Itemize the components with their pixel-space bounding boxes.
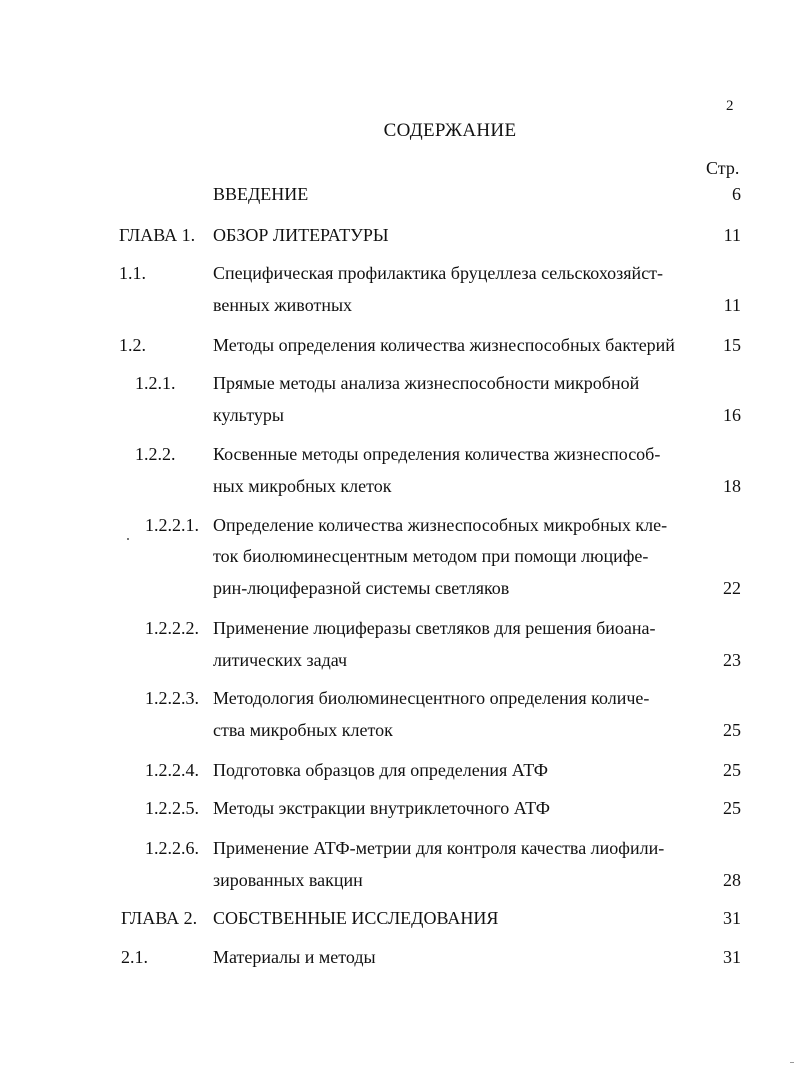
toc-entry-page: 11 (723, 295, 741, 315)
toc-entry-page: 25 (723, 798, 741, 818)
toc-entry-page: 22 (723, 578, 741, 598)
toc-entry-title-line: ток биолюминесцентным методом при помощи люцифе- (213, 546, 649, 566)
toc-entry-number: 1.2.2.3. (145, 688, 199, 708)
toc-entry-number: 1.2. (119, 335, 146, 355)
toc-entry-title-line: ства микробных клеток (213, 720, 393, 740)
toc-entry-number: 1.2.1. (135, 373, 176, 393)
toc-entry-number: 2.1. (121, 947, 148, 967)
toc-entry-number: 1.2.2.1. (145, 515, 199, 535)
page-title: СОДЕРЖАНИЕ (383, 120, 517, 141)
toc-entry-number: ГЛАВА 1. (119, 225, 196, 245)
toc-entry-title: Методы определения количества жизнеспособных бактерий (213, 335, 675, 355)
toc-entry-title-line: Определение количества жизнеспособных микробных кле- (213, 515, 668, 535)
page-column-label: Стр. (706, 158, 740, 178)
toc-entry-page: 15 (723, 335, 741, 355)
toc-entry-title: Подготовка образцов для определения АТФ (213, 760, 549, 780)
toc-entry-title-line: зированных вакцин (213, 870, 363, 890)
toc-entry-number: 1.1. (119, 263, 146, 283)
toc-entry-title-line: Специфическая профилактика бруцеллеза сельскохозяйст- (213, 263, 664, 283)
toc-entry-title-line: литических задач (213, 650, 348, 670)
scan-corner-mark (790, 1062, 794, 1063)
toc-entry-title-line: Применение люциферазы светляков для решения биоана- (213, 618, 656, 638)
toc-entry-page: 23 (723, 650, 741, 670)
toc-entry-title: Материалы и методы (213, 947, 376, 967)
page-number: 2 (726, 98, 734, 114)
toc-entry-number: 1.2.2.5. (145, 798, 199, 818)
toc-entry-page: 28 (723, 870, 741, 890)
toc-entry-page: 18 (723, 476, 741, 496)
toc-entry-page: 6 (732, 184, 741, 204)
toc-entry-title: СОБСТВЕННЫЕ ИССЛЕДОВАНИЯ (213, 908, 499, 928)
toc-entry-page: 25 (723, 720, 741, 740)
toc-entry-title: ВВЕДЕНИЕ (213, 184, 309, 204)
toc-entry-number: 1.2.2.6. (145, 838, 199, 858)
toc-entry-page: 31 (723, 947, 741, 967)
toc-entry-number: ГЛАВА 2. (121, 908, 198, 928)
toc-entry-number: 1.2.2.2. (145, 618, 199, 638)
toc-entry-title-line: рин-люциферазной системы светляков (213, 578, 510, 598)
toc-entry-page: 11 (723, 225, 741, 245)
toc-entry-number: 1.2.2.4. (145, 760, 199, 780)
scan-speck (127, 538, 129, 540)
toc-entry-title-line: культуры (213, 405, 284, 425)
toc-entry-title-line: Косвенные методы определения количества жизнеспособ- (213, 444, 661, 464)
toc-entry-title-line: Применение АТФ-метрии для контроля качества лиофили- (213, 838, 665, 858)
toc-entry-page: 31 (723, 908, 741, 928)
toc-entry-title-line: Прямые методы анализа жизнеспособности микробной (213, 373, 640, 393)
toc-entry-title-line: Методология биолюминесцентного определения количе- (213, 688, 650, 708)
toc-entry-title: ОБЗОР ЛИТЕРАТУРЫ (213, 225, 389, 245)
toc-entry-title-line: венных животных (213, 295, 353, 315)
toc-entry-number: 1.2.2. (135, 444, 176, 464)
toc-entry-title: Методы экстракции внутриклеточного АТФ (213, 798, 550, 818)
toc-entry-title-line: ных микробных клеток (213, 476, 392, 496)
toc-entry-page: 25 (723, 760, 741, 780)
toc-entry-page: 16 (723, 405, 741, 425)
